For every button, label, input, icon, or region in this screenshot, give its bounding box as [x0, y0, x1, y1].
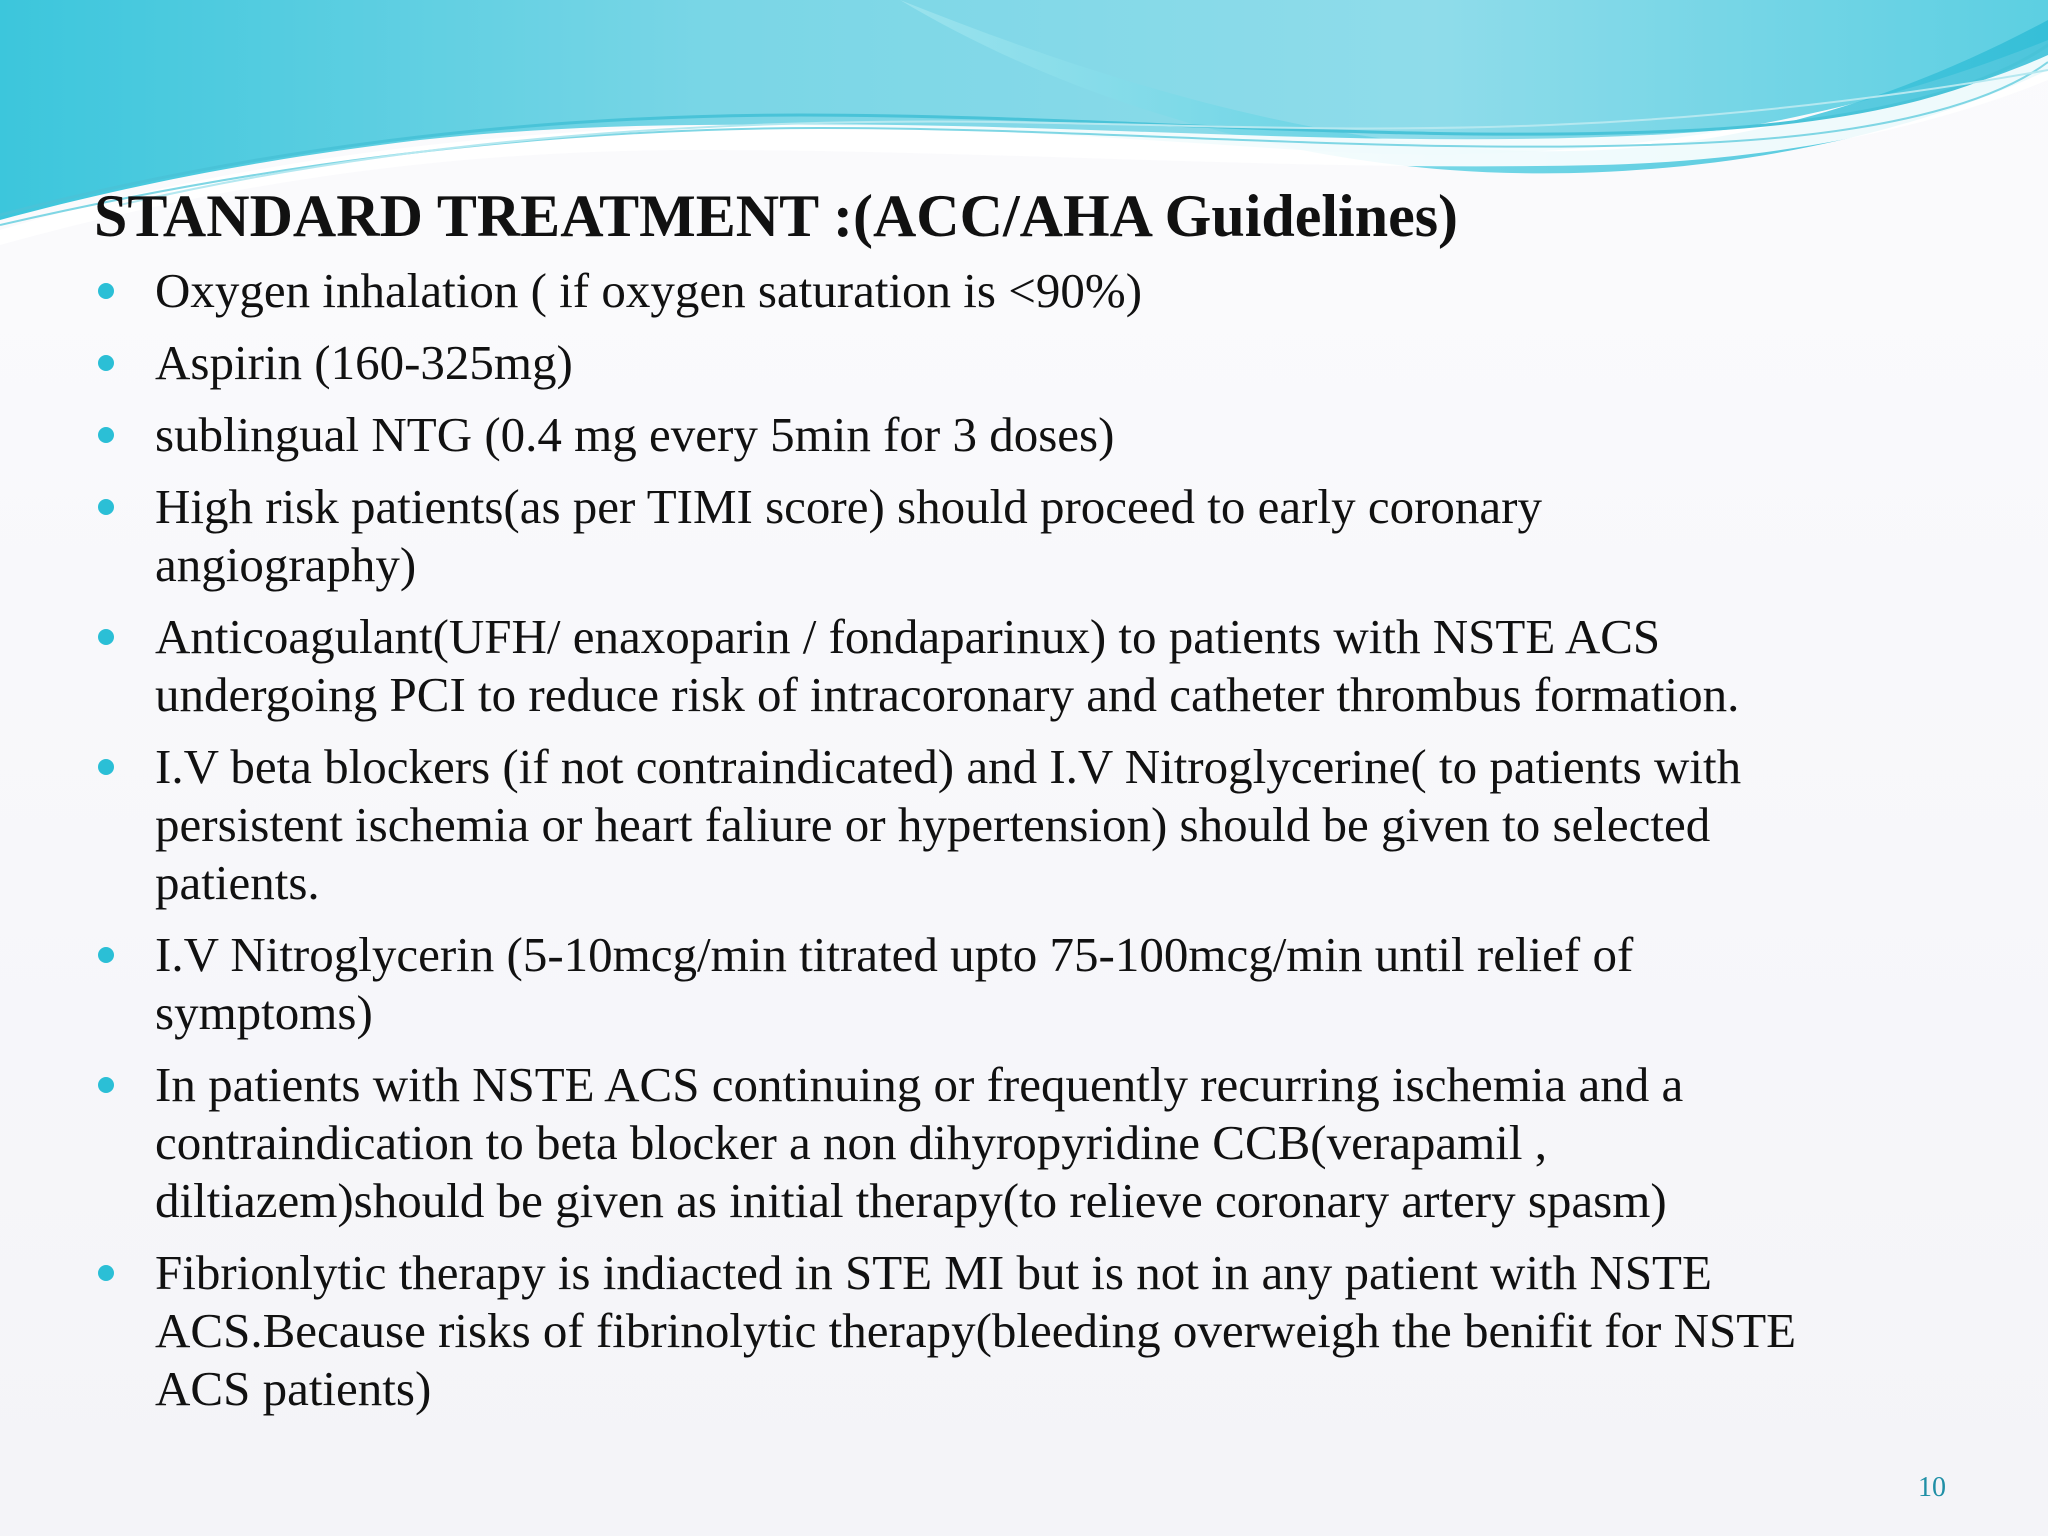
bullet-dot-icon	[98, 1265, 114, 1281]
bullet-text-line: symptoms)	[155, 985, 373, 1040]
page-number: 10	[1918, 1472, 1946, 1503]
bullet-text-line: High risk patients(as per TIMI score) should proceed to early coronary	[155, 479, 1542, 534]
bullet-item	[94, 738, 1994, 912]
slide-title: STANDARD TREATMENT :(ACC/AHA Guidelines)	[94, 183, 1459, 249]
bullet-text-line: ACS patients)	[155, 1361, 432, 1416]
bullet-dot-icon	[98, 759, 114, 775]
bullet-dot-icon	[98, 427, 114, 443]
bullet-text-line: angiography)	[155, 537, 417, 592]
bullet-dot-icon	[98, 629, 114, 645]
bullet-dot-icon	[98, 355, 114, 371]
bullet-text-line: Fibrionlytic therapy is indiacted in STE MI but is not in any patient with NSTE	[155, 1245, 1712, 1300]
bullet-item	[94, 926, 1994, 1042]
bullet-dot-icon	[98, 499, 114, 515]
bullet-item	[94, 1244, 1994, 1418]
bullet-text-line: persistent ischemia or heart faliure or hypertension) should be given to selected	[155, 797, 1711, 852]
bullet-text-line: I.V beta blockers (if not contraindicated) and I.V Nitroglycerine( to patients with	[155, 739, 1742, 794]
bullet-text-line: Aspirin (160-325mg)	[155, 335, 573, 390]
bullet-item	[94, 608, 1994, 724]
bullet-text-line: undergoing PCI to reduce risk of intracoronary and catheter thrombus formation.	[155, 667, 1740, 722]
bullet-text-line: Anticoagulant(UFH/ enaxoparin / fondaparinux) to patients with NSTE ACS	[155, 609, 1661, 664]
bullet-item	[94, 334, 1994, 392]
bullet-text-line: patients.	[155, 855, 320, 910]
bullet-dot-icon	[98, 947, 114, 963]
bullet-text-line: Oxygen inhalation ( if oxygen saturation is <90%)	[155, 263, 1143, 318]
bullet-item	[94, 1056, 1994, 1230]
bullet-text-line: contraindication to beta blocker a non dihyropyridine CCB(verapamil ,	[155, 1115, 1548, 1170]
bullet-dot-icon	[98, 283, 114, 299]
bullet-text-line: sublingual NTG (0.4 mg every 5min for 3 doses)	[155, 407, 1115, 462]
bullet-item	[94, 406, 1994, 464]
bullet-text-line: I.V Nitroglycerin (5-10mcg/min titrated upto 75-100mcg/min until relief of	[155, 927, 1634, 982]
bullet-text-line: ACS.Because risks of fibrinolytic therapy(bleeding overweigh the benifit for NSTE	[155, 1303, 1797, 1358]
bullet-item	[94, 478, 1994, 594]
bullet-dot-icon	[98, 1077, 114, 1093]
bullet-item	[94, 262, 1994, 320]
bullet-text-line: diltiazem)should be given as initial therapy(to relieve coronary artery spasm)	[155, 1173, 1667, 1228]
bullet-text-line: In patients with NSTE ACS continuing or frequently recurring ischemia and a	[155, 1057, 1684, 1112]
bullet-list	[94, 262, 1994, 1432]
